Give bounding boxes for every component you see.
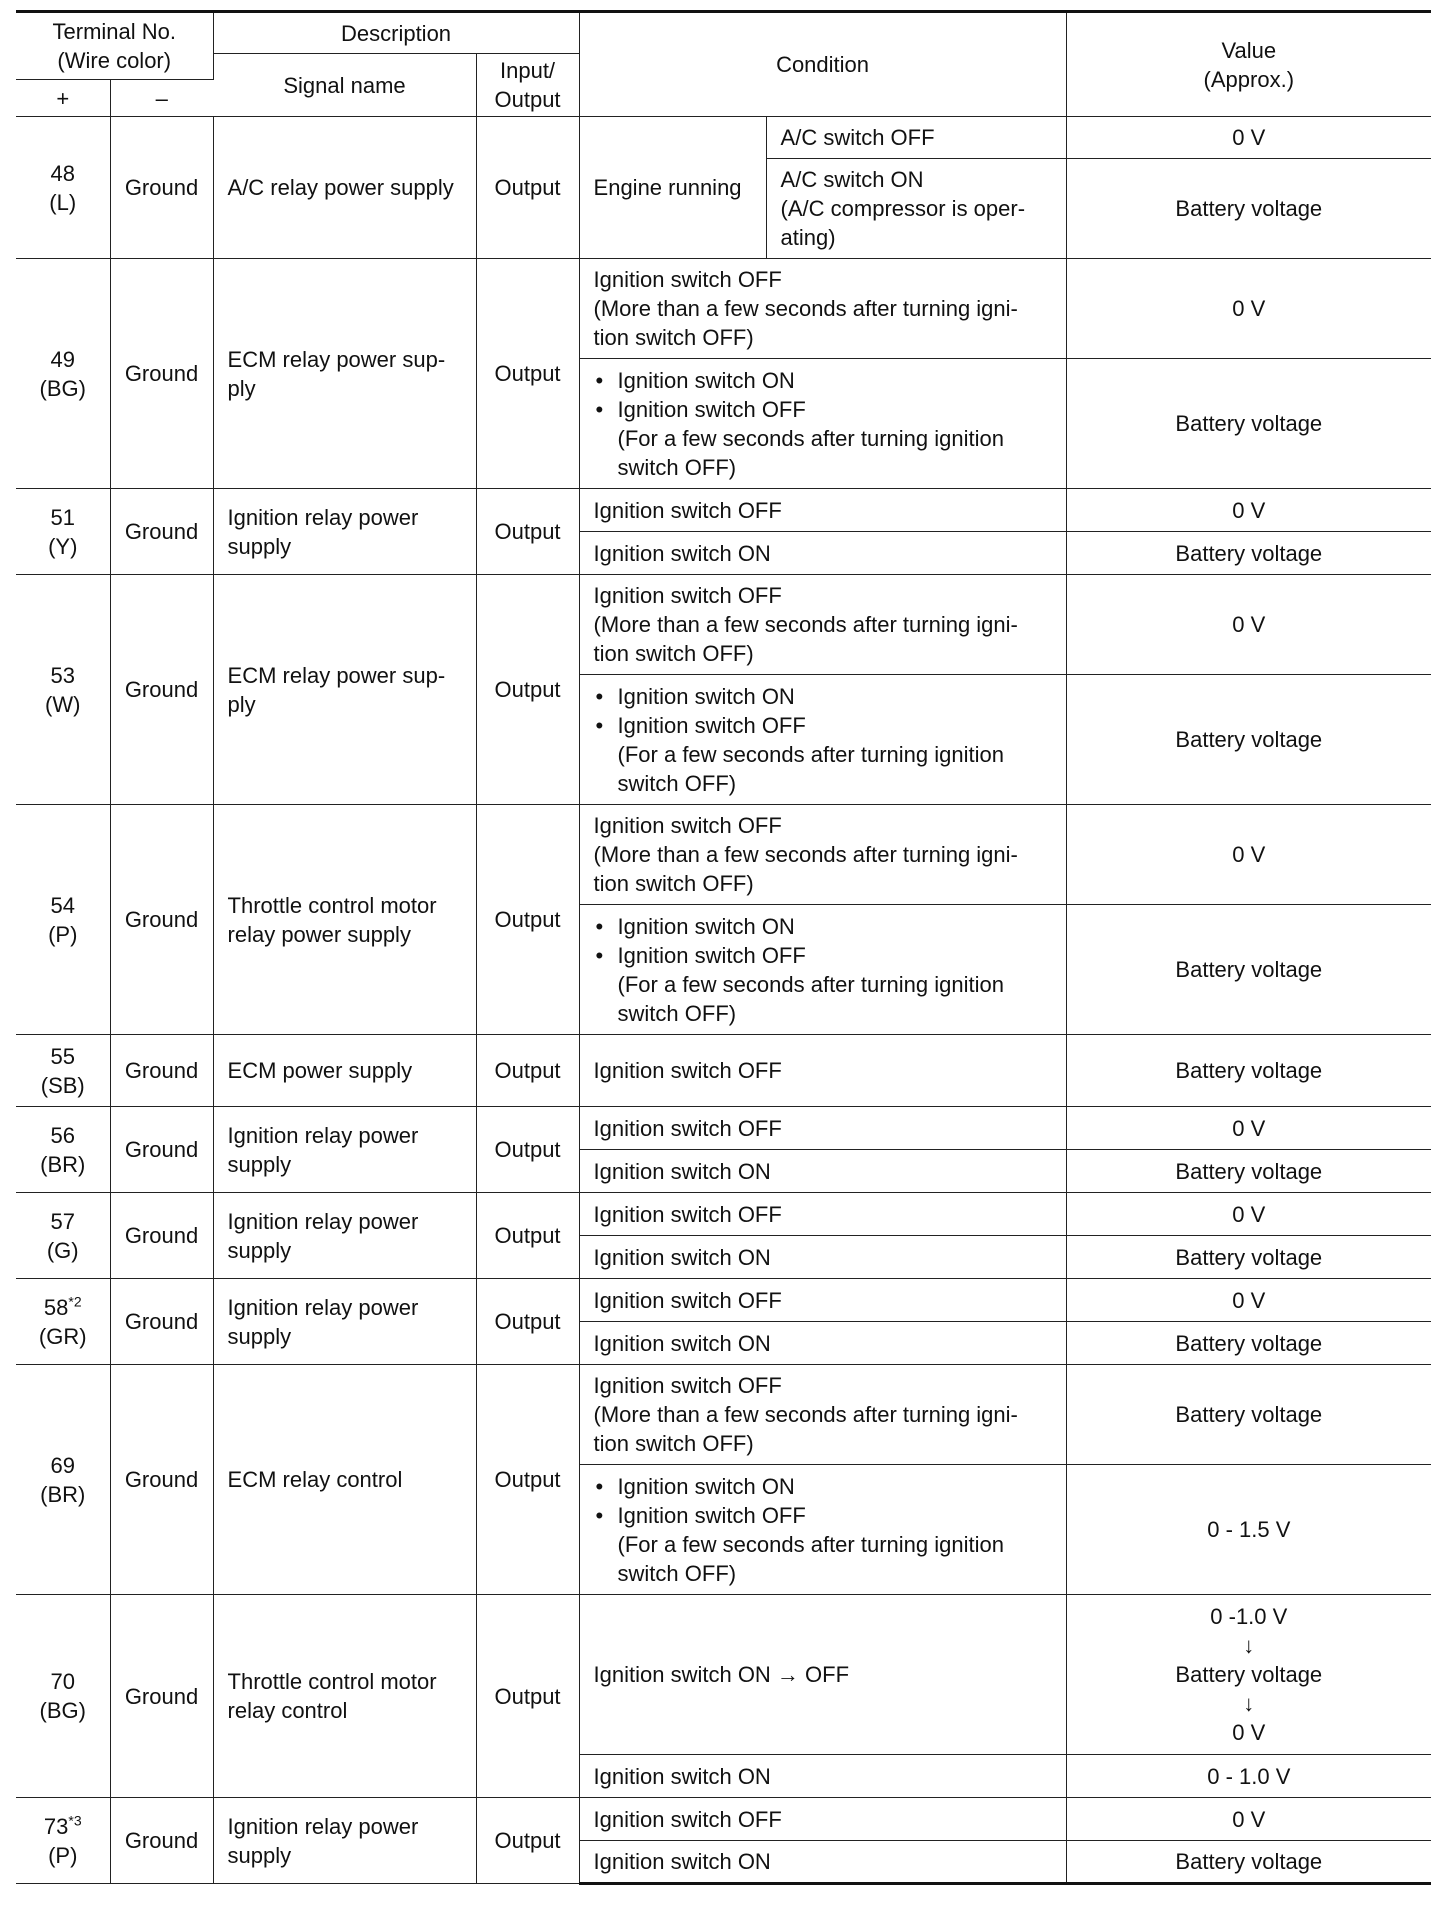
- terminal-cell: [16, 1035, 110, 1107]
- signal-name-cell: A/C relay power supply: [213, 117, 476, 259]
- condition-cell: Ignition switch OFF: [579, 489, 1066, 532]
- condition-bullet: • Ignition switch ON: [594, 912, 1052, 941]
- table-row: [16, 805, 1431, 905]
- wire-color: (BR): [40, 1151, 86, 1177]
- header-condition: Condition: [579, 12, 1066, 117]
- io-cell: Output: [476, 1595, 579, 1798]
- table-row: [16, 489, 1431, 532]
- terminal-cell: [16, 489, 110, 575]
- condition-cell: Ignition switch OFF: [579, 1798, 1066, 1841]
- table-row: [16, 1798, 1431, 1841]
- condition-cell: Ignition switch ON: [579, 532, 1066, 575]
- table-row: [16, 117, 1431, 159]
- wire-color: (W): [45, 691, 81, 717]
- terminal-number: 69: [50, 1452, 75, 1478]
- signal-name-cell: Throttle control motor relay power supply: [213, 805, 476, 1035]
- io-cell: Output: [476, 259, 579, 489]
- condition-cell: [579, 359, 1066, 489]
- signal-name-cell: ECM relay power sup- ply: [213, 575, 476, 805]
- signal-name-cell: Ignition relay power supply: [213, 1279, 476, 1365]
- value-cell: Battery voltage: [1066, 359, 1431, 489]
- table-row: [16, 575, 1431, 675]
- value-cell: Battery voltage: [1066, 1841, 1431, 1884]
- terminal-number-line: [30, 1293, 96, 1322]
- condition-note: (For a few seconds after turning ignition switch OFF): [617, 425, 1004, 480]
- signal-name-cell: Ignition relay power supply: [213, 489, 476, 575]
- value-cell: Battery voltage: [1066, 532, 1431, 575]
- condition-cell: Ignition switch OFF: [579, 1107, 1066, 1150]
- condition-cell: Ignition switch OFF (More than a few seconds after turning igni- tion switch OFF): [579, 805, 1066, 905]
- signal-name-cell: ECM relay control: [213, 1365, 476, 1595]
- table-row: [16, 1193, 1431, 1236]
- condition-bullet: • Ignition switch ON: [594, 682, 1052, 711]
- terminal-number-line: [30, 1812, 96, 1841]
- condition-bullet: • Ignition switch OFF: [594, 1501, 1052, 1530]
- condition-note: (For a few seconds after turning ignition switch OFF): [617, 1531, 1004, 1586]
- condition-cell: A/C switch ON (A/C compressor is oper- ating): [766, 159, 1066, 259]
- terminal-cell: [16, 1279, 110, 1365]
- condition-cell: Ignition switch OFF (More than a few seconds after turning igni- tion switch OFF): [579, 575, 1066, 675]
- terminal-cell: [16, 259, 110, 489]
- condition-cell: [579, 905, 1066, 1035]
- wire-color: (BG): [39, 1698, 86, 1723]
- condition-bullet: • Ignition switch OFF: [594, 941, 1052, 970]
- value-cell: 0 V: [1066, 1193, 1431, 1236]
- ground-cell: Ground: [110, 1365, 213, 1595]
- condition-bullet: • Ignition switch OFF: [594, 711, 1052, 740]
- wire-color: (SB): [40, 1072, 85, 1098]
- signal-name-cell: Ignition relay power supply: [213, 1193, 476, 1279]
- ground-cell: Ground: [110, 1595, 213, 1798]
- value-cell: Battery voltage: [1066, 1150, 1431, 1193]
- terminal-cell: [16, 805, 110, 1035]
- condition-cell: Ignition switch OFF (More than a few seconds after turning igni- tion switch OFF): [579, 1365, 1066, 1465]
- header-wire-color-label: (Wire color): [57, 48, 172, 74]
- condition-bullet: • Ignition switch OFF: [594, 395, 1052, 424]
- io-cell: Output: [476, 1107, 579, 1193]
- condition-cell: A/C switch OFF: [766, 117, 1066, 159]
- terminal-number: 58: [43, 1294, 69, 1320]
- terminal-number: 53: [50, 662, 75, 688]
- header-value-approx: (Approx.): [1203, 66, 1295, 92]
- value-cell: 0 V: [1066, 805, 1431, 905]
- value-cell: Battery voltage: [1066, 905, 1431, 1035]
- condition-main-cell: Engine running: [579, 117, 766, 259]
- terminal-number: 48: [50, 160, 75, 186]
- ground-cell: Ground: [110, 1798, 213, 1884]
- value-cell: Battery voltage: [1066, 1322, 1431, 1365]
- condition-cell: Ignition switch OFF: [579, 1193, 1066, 1236]
- ground-cell: Ground: [110, 1107, 213, 1193]
- signal-name-cell: Throttle control motor relay control: [213, 1595, 476, 1798]
- condition-cell: Ignition switch ON: [579, 1236, 1066, 1279]
- header-signal-name: Signal name: [213, 54, 476, 117]
- header-terminal-label: Terminal No.: [52, 19, 176, 45]
- wire-color: (GR): [38, 1323, 87, 1349]
- condition-cell: Ignition switch ON: [579, 1150, 1066, 1193]
- header-row: [16, 12, 1431, 54]
- io-cell: Output: [476, 117, 579, 259]
- condition-cell: Ignition switch ON: [579, 1322, 1066, 1365]
- wire-color: (G): [46, 1237, 79, 1263]
- condition-cell: Ignition switch ON → OFF: [579, 1595, 1066, 1755]
- terminal-cell: [16, 117, 110, 259]
- value-cell: Battery voltage: [1066, 675, 1431, 805]
- table-row: [16, 1365, 1431, 1465]
- terminal-cell: [16, 1595, 110, 1798]
- io-cell: Output: [476, 1798, 579, 1884]
- ground-cell: Ground: [110, 575, 213, 805]
- terminal-number: 54: [50, 892, 75, 918]
- terminal-number: 51: [50, 504, 75, 530]
- condition-cell: Ignition switch OFF (More than a few seconds after turning igni- tion switch OFF): [579, 259, 1066, 359]
- terminal-number: 55: [50, 1043, 75, 1069]
- condition-cell: Ignition switch OFF: [579, 1279, 1066, 1322]
- header-value-label: Value: [1221, 37, 1277, 63]
- wire-color: (Y): [48, 533, 78, 559]
- io-cell: Output: [476, 805, 579, 1035]
- terminal-number: 56: [50, 1122, 75, 1148]
- footnote-marker: *2: [68, 1293, 82, 1310]
- wire-color: (BG): [39, 375, 86, 401]
- terminal-number: 70: [50, 1669, 75, 1694]
- signal-name-cell: ECM power supply: [213, 1035, 476, 1107]
- table-row: [16, 1035, 1431, 1107]
- header-plus: +: [16, 80, 110, 117]
- value-cell: 0 V: [1066, 1279, 1431, 1322]
- io-cell: Output: [476, 1279, 579, 1365]
- value-cell: Battery voltage: [1066, 1236, 1431, 1279]
- io-cell: Output: [476, 1035, 579, 1107]
- condition-note: (For a few seconds after turning ignition switch OFF): [617, 741, 1004, 796]
- header-terminal: [16, 12, 213, 80]
- terminal-cell: [16, 1107, 110, 1193]
- value-cell: 0 V: [1066, 489, 1431, 532]
- header-value: [1066, 12, 1431, 117]
- table-row: [16, 259, 1431, 359]
- terminal-number: 57: [50, 1208, 75, 1234]
- value-cell: 0 V: [1066, 1107, 1431, 1150]
- value-cell: 0 -1.0 V ↓ Battery voltage ↓ 0 V: [1066, 1595, 1431, 1755]
- ground-cell: Ground: [110, 117, 213, 259]
- condition-note: (For a few seconds after turning ignition switch OFF): [617, 971, 1004, 1026]
- wire-color: (P): [48, 921, 78, 947]
- signal-name-cell: Ignition relay power supply: [213, 1107, 476, 1193]
- value-cell: Battery voltage: [1066, 1365, 1431, 1465]
- value-cell: Battery voltage: [1066, 159, 1431, 259]
- table-row: [16, 1595, 1431, 1755]
- terminal-number: 49: [50, 346, 75, 372]
- signal-name-cell: Ignition relay power supply: [213, 1798, 476, 1884]
- header-description: Description: [213, 12, 579, 54]
- terminal-table: [16, 10, 1431, 1885]
- terminal-cell: [16, 1193, 110, 1279]
- condition-cell: Ignition switch ON: [579, 1841, 1066, 1884]
- value-cell: 0 - 1.0 V: [1066, 1755, 1431, 1798]
- io-cell: Output: [476, 1365, 579, 1595]
- condition-cell: [579, 675, 1066, 805]
- value-cell: 0 V: [1066, 575, 1431, 675]
- condition-bullet: • Ignition switch ON: [594, 1472, 1052, 1501]
- header-io: Input/ Output: [476, 54, 579, 117]
- io-cell: Output: [476, 1193, 579, 1279]
- ground-cell: Ground: [110, 805, 213, 1035]
- ground-cell: Ground: [110, 1035, 213, 1107]
- wire-color: (BR): [40, 1481, 86, 1507]
- wire-color: (L): [49, 189, 77, 215]
- value-cell: Battery voltage: [1066, 1035, 1431, 1107]
- footnote-marker: *3: [68, 1812, 82, 1829]
- ground-cell: Ground: [110, 489, 213, 575]
- value-cell: 0 V: [1066, 259, 1431, 359]
- ground-cell: Ground: [110, 1279, 213, 1365]
- terminal-cell: [16, 575, 110, 805]
- value-cell: 0 V: [1066, 117, 1431, 159]
- ground-cell: Ground: [110, 1193, 213, 1279]
- value-cell: 0 - 1.5 V: [1066, 1465, 1431, 1595]
- terminal-cell: [16, 1798, 110, 1884]
- signal-name-cell: ECM relay power sup- ply: [213, 259, 476, 489]
- condition-cell: Ignition switch ON: [579, 1755, 1066, 1798]
- table-row: [16, 1107, 1431, 1150]
- header-minus: –: [110, 80, 213, 117]
- condition-cell: Ignition switch OFF: [579, 1035, 1066, 1107]
- condition-bullet: • Ignition switch ON: [594, 366, 1052, 395]
- value-cell: 0 V: [1066, 1798, 1431, 1841]
- wire-color: (P): [48, 1842, 78, 1868]
- terminal-number: 73: [43, 1813, 69, 1839]
- io-cell: Output: [476, 489, 579, 575]
- condition-cell: [579, 1465, 1066, 1595]
- ground-cell: Ground: [110, 259, 213, 489]
- table-row: [16, 1279, 1431, 1322]
- io-cell: Output: [476, 575, 579, 805]
- terminal-cell: [16, 1365, 110, 1595]
